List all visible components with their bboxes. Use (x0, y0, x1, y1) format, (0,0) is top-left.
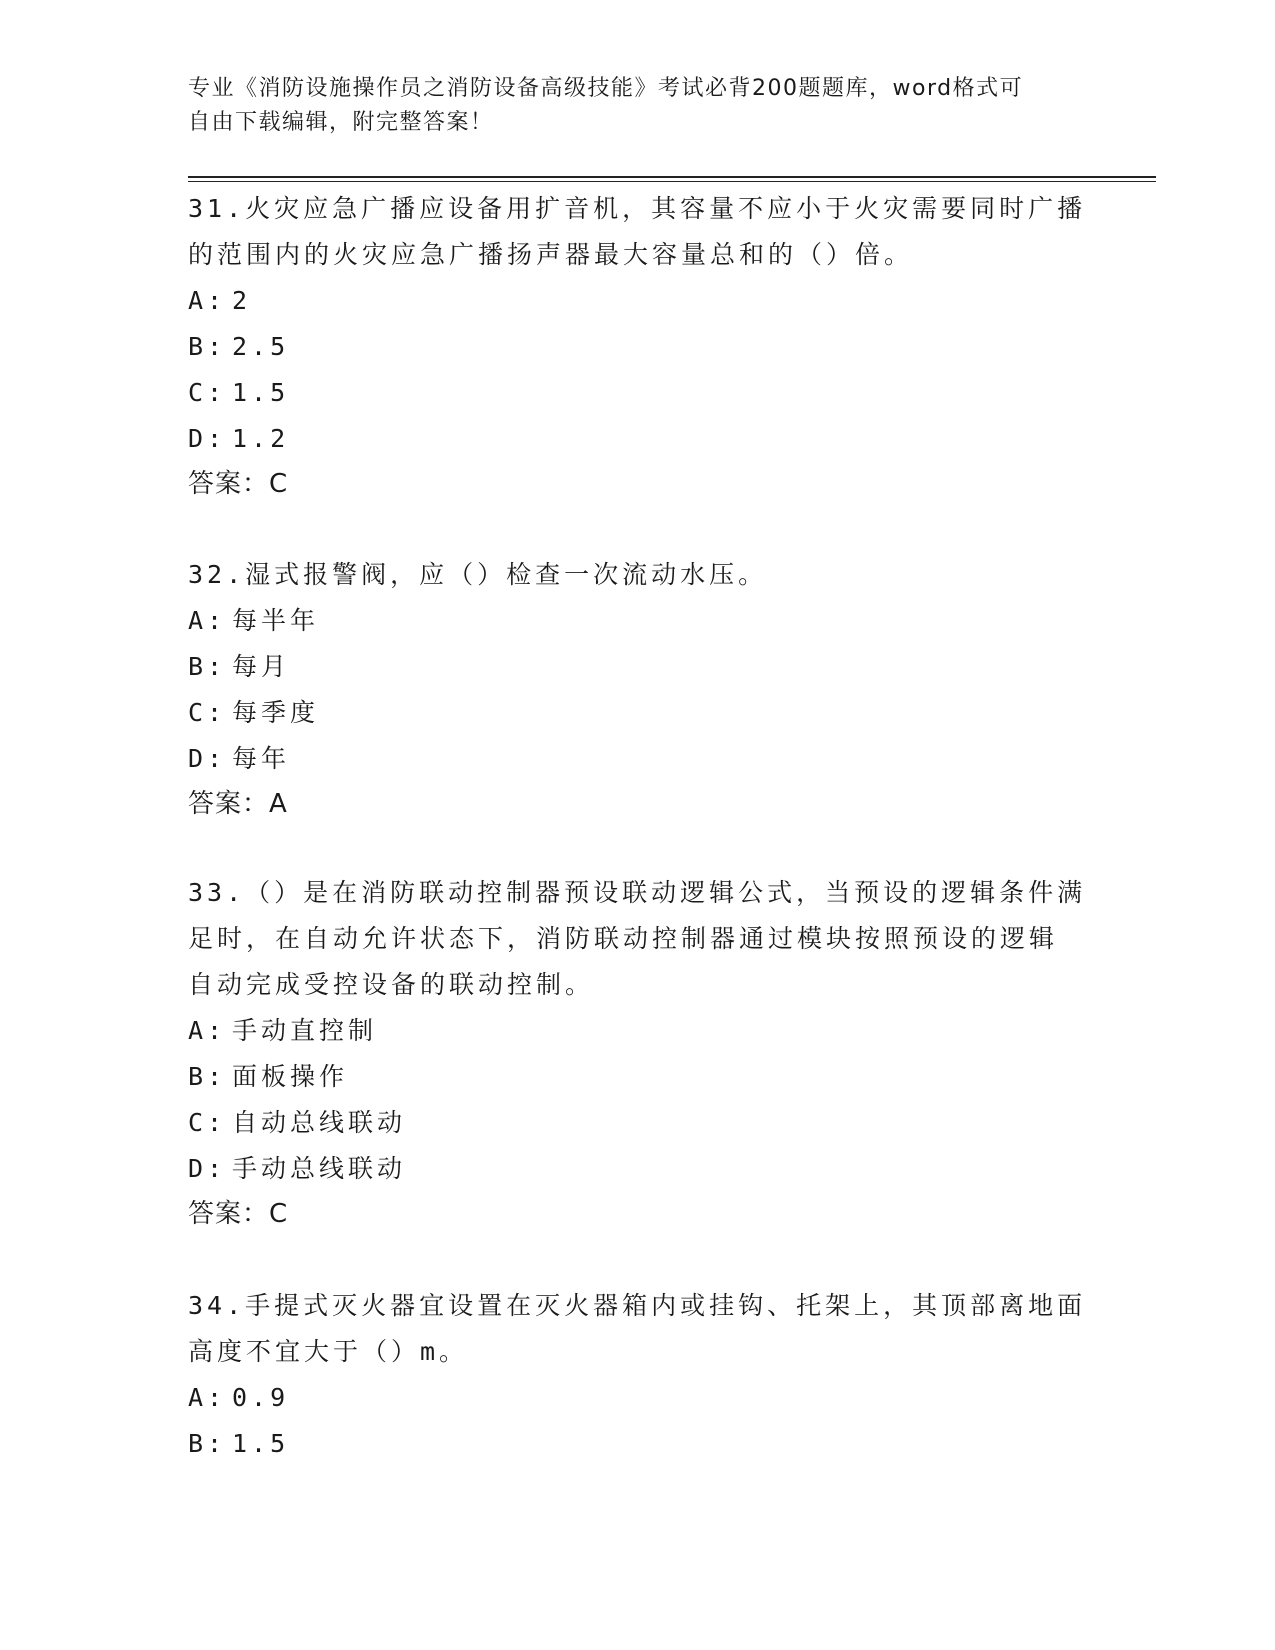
option-text: 每年 (232, 744, 291, 773)
question-34 (188, 1283, 1088, 1467)
option-text: 0.9 (232, 1383, 290, 1412)
option-text: 手动直控制 (232, 1016, 378, 1045)
question-stem-line: 31.火灾应急广播应设备用扩音机，其容量不应小于火灾需要同时广播 (188, 194, 1087, 223)
question-stem-line: 34.手提式灭火器宜设置在灭火器箱内或挂钩、托架上，其顶部离地面 (188, 1291, 1087, 1320)
option-letter: A: (188, 286, 227, 315)
option-c (188, 690, 1088, 736)
question-33 (188, 870, 1088, 1236)
question-31 (188, 186, 1088, 506)
option-letter: C: (188, 698, 227, 727)
option-letter: D: (188, 744, 227, 773)
option-text: 1.2 (232, 424, 290, 453)
option-text: 手动总线联动 (232, 1154, 407, 1183)
question-stem-line: 32.湿式报警阀，应（）检查一次流动水压。 (188, 560, 768, 589)
option-letter: A: (188, 1016, 227, 1045)
question-stem-line: 自动完成受控设备的联动控制。 (188, 970, 595, 999)
option-b (188, 1054, 1088, 1100)
option-a (188, 1008, 1088, 1054)
option-b (188, 644, 1088, 690)
option-c (188, 370, 1088, 416)
header-divider-thick (188, 176, 1156, 178)
question-stem-line: 的范围内的火灾应急广播扬声器最大容量总和的（）倍。 (188, 240, 914, 269)
option-d (188, 416, 1088, 462)
option-a (188, 278, 1088, 324)
option-b (188, 324, 1088, 370)
option-letter: B: (188, 332, 227, 361)
option-text: 每月 (232, 652, 291, 681)
question-32 (188, 552, 1088, 826)
option-d (188, 736, 1088, 782)
option-letter: D: (188, 424, 227, 453)
option-text: 1.5 (232, 378, 290, 407)
option-text: 2 (232, 286, 252, 315)
option-letter: B: (188, 1429, 227, 1458)
option-text: 自动总线联动 (232, 1108, 407, 1137)
document-header (188, 72, 1088, 140)
option-c (188, 1100, 1088, 1146)
option-letter: C: (188, 378, 227, 407)
question-stem-line: 高度不宜大于（）m。 (188, 1337, 469, 1366)
option-letter: D: (188, 1154, 227, 1183)
option-b (188, 1421, 1088, 1467)
option-letter: C: (188, 1108, 227, 1137)
option-text: 每半年 (232, 606, 320, 635)
option-letter: A: (188, 1383, 227, 1412)
header-line-1: 专业《消防设施操作员之消防设备高级技能》考试必背200题题库，word格式可 (188, 76, 1024, 101)
header-divider-thin (188, 181, 1156, 182)
option-text: 面板操作 (232, 1062, 349, 1091)
answer-line: 答案：C (188, 1199, 289, 1229)
option-text: 2.5 (232, 332, 290, 361)
option-d (188, 1146, 1088, 1192)
header-line-2: 自由下载编辑，附完整答案！ (188, 110, 494, 135)
question-stem-line: 33.（）是在消防联动控制器预设联动逻辑公式，当预设的逻辑条件满 (188, 878, 1087, 907)
option-text: 1.5 (232, 1429, 290, 1458)
question-stem-line: 足时，在自动允许状态下，消防联动控制器通过模块按照预设的逻辑 (188, 924, 1059, 953)
option-letter: B: (188, 1062, 227, 1091)
option-a (188, 1375, 1088, 1421)
answer-line: 答案：A (188, 789, 288, 819)
option-text: 每季度 (232, 698, 320, 727)
option-letter: A: (188, 606, 227, 635)
option-letter: B: (188, 652, 227, 681)
answer-line: 答案：C (188, 469, 289, 499)
option-a (188, 598, 1088, 644)
